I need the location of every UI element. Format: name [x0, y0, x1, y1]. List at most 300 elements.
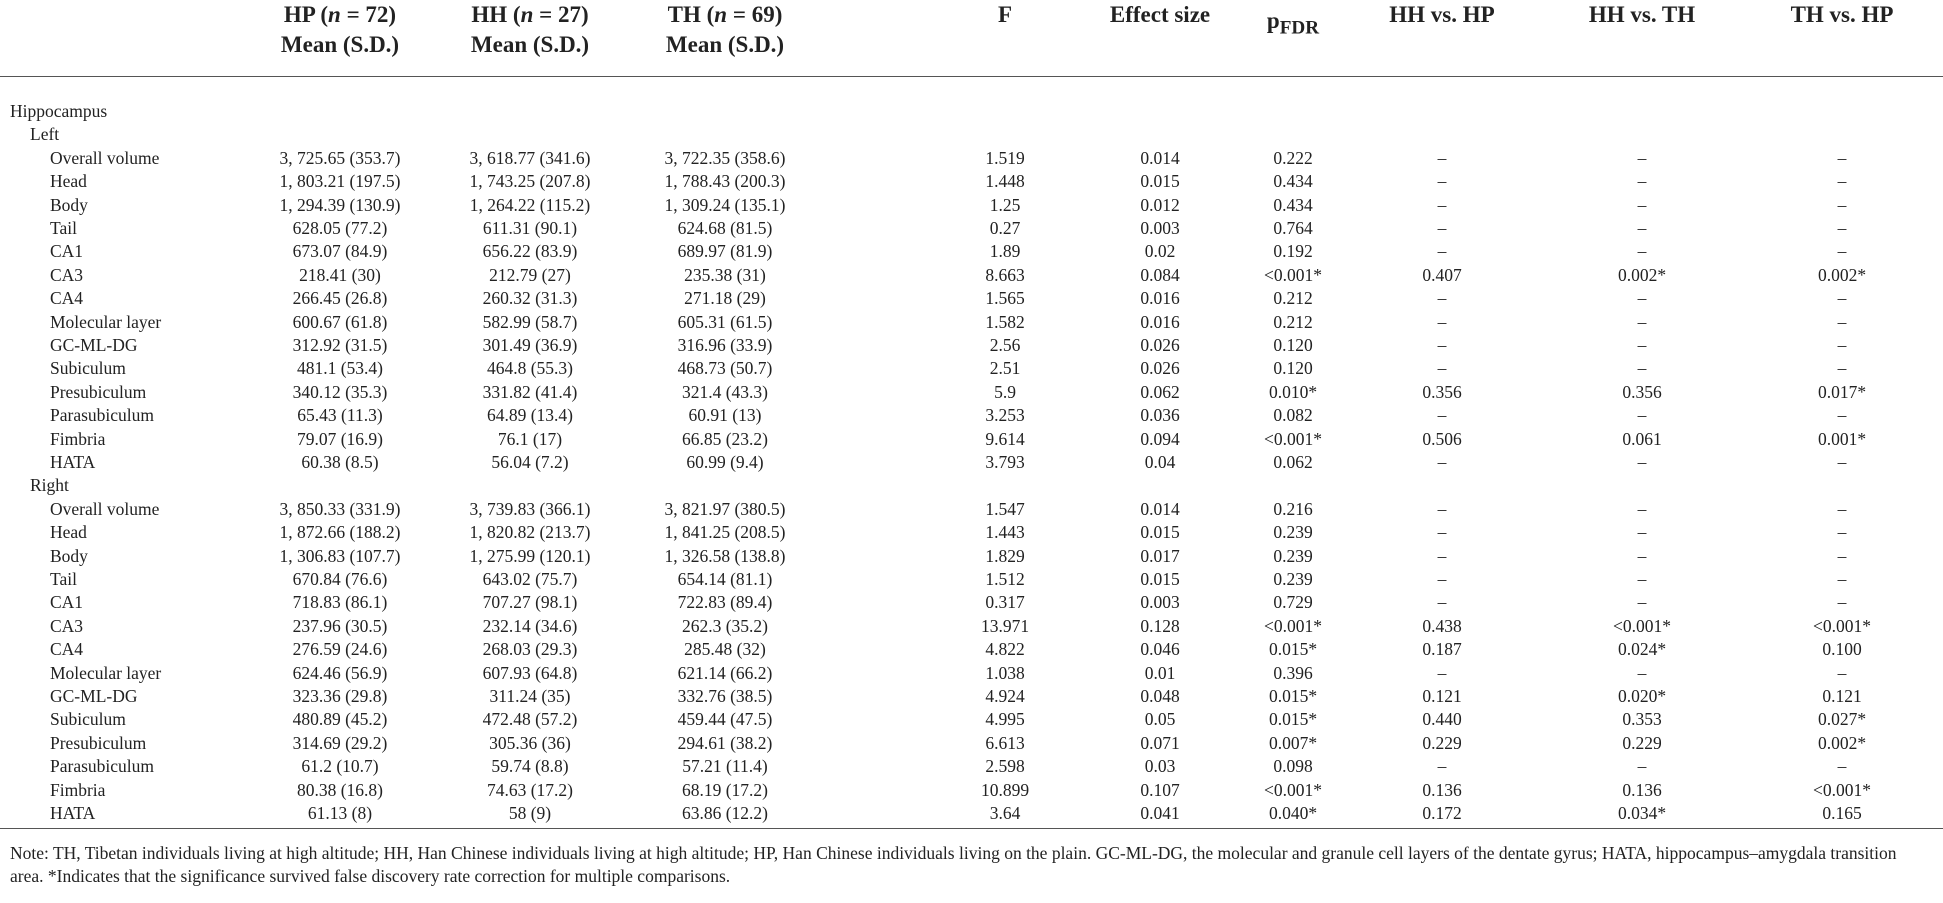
cell-p: 0.010* — [1268, 381, 1318, 402]
row-label: CA4 — [50, 288, 84, 309]
row-label: Overall volume — [50, 498, 160, 519]
row-label: GC-ML-DG — [50, 686, 138, 706]
header-hh-subtitle: Mean (S.D.) — [470, 32, 590, 57]
table-row — [0, 638, 1943, 661]
cell-hp: 79.07 (16.9) — [296, 428, 384, 449]
cell-th_hp: – — [1837, 241, 1847, 262]
cell-hh: 59.74 (8.8) — [491, 756, 569, 777]
cell-f: 1.519 — [985, 147, 1025, 168]
cell-th_hp: – — [1837, 218, 1847, 238]
cell-th: 468.73 (50.7) — [677, 358, 773, 379]
cell-hh_th: – — [1637, 756, 1647, 777]
cell-th: 722.83 (89.4) — [677, 592, 773, 613]
table-row — [0, 498, 1943, 521]
cell-th: 624.68 (81.5) — [677, 218, 773, 238]
cell-th_hp: 0.027* — [1817, 709, 1867, 730]
cell-hh_th: – — [1637, 662, 1647, 683]
cell-es: 0.094 — [1140, 428, 1180, 449]
cell-hh_th: 0.356 — [1622, 381, 1662, 402]
group-row — [0, 100, 1943, 123]
header-f — [965, 0, 1045, 30]
cell-th: 1, 841.25 (208.5) — [664, 522, 786, 543]
cell-th_hp: – — [1837, 545, 1847, 566]
header-hh_hp-title: HH vs. HP — [1389, 2, 1495, 27]
cell-hh_hp: – — [1437, 241, 1447, 262]
cell-p: 0.396 — [1273, 662, 1313, 683]
cell-f: 1.829 — [985, 545, 1025, 566]
cell-hh: 707.27 (98.1) — [482, 592, 578, 613]
cell-hp: 61.13 (8) — [307, 803, 373, 823]
cell-f: 1.25 — [989, 194, 1021, 215]
row-label: Hippocampus — [10, 101, 108, 121]
row-label: HATA — [50, 803, 96, 823]
cell-p: 0.222 — [1273, 147, 1313, 168]
cell-es: 0.071 — [1140, 732, 1180, 753]
cell-p: 0.192 — [1273, 241, 1313, 262]
cell-hh_hp: 0.407 — [1422, 264, 1462, 285]
cell-hh: 1, 275.99 (120.1) — [469, 545, 591, 566]
cell-hh_hp: 0.136 — [1422, 779, 1462, 800]
row-label: CA3 — [50, 264, 84, 285]
cell-es: 0.084 — [1140, 264, 1180, 285]
cell-hh: 268.03 (29.3) — [482, 639, 578, 660]
cell-p: 0.239 — [1273, 522, 1313, 543]
header-p — [1248, 6, 1338, 44]
cell-hh: 464.8 (55.3) — [486, 358, 574, 379]
cell-th: 321.4 (43.3) — [681, 381, 769, 402]
cell-p: 0.120 — [1273, 358, 1313, 379]
header-hp — [240, 0, 440, 60]
cell-th_hp: 0.121 — [1822, 686, 1862, 706]
cell-es: 0.036 — [1140, 405, 1180, 426]
cell-hp: 61.2 (10.7) — [301, 756, 379, 777]
cell-hh_hp: – — [1437, 218, 1447, 238]
row-label: GC-ML-DG — [50, 335, 138, 355]
cell-hp: 276.59 (24.6) — [292, 639, 388, 660]
row-label: CA1 — [50, 592, 84, 613]
row-label: Fimbria — [50, 428, 106, 449]
cell-f: 2.598 — [985, 756, 1025, 777]
table-row — [0, 264, 1943, 287]
cell-hh_hp: – — [1437, 498, 1447, 519]
cell-hp: 3, 725.65 (353.7) — [279, 147, 401, 168]
cell-p: 0.212 — [1273, 288, 1313, 309]
cell-hh_th: – — [1637, 358, 1647, 379]
cell-hh: 643.02 (75.7) — [482, 569, 578, 589]
header-hh-title: HH (n = 27) — [471, 2, 589, 27]
table-row — [0, 568, 1943, 591]
cell-es: 0.016 — [1140, 288, 1180, 309]
cell-th: 57.21 (11.4) — [682, 756, 768, 777]
cell-th_hp: – — [1837, 569, 1847, 589]
cell-th_hp: 0.001* — [1817, 428, 1867, 449]
cell-p: 0.216 — [1273, 498, 1313, 519]
header-hh_th — [1562, 0, 1722, 30]
header-f-title: F — [997, 2, 1013, 27]
cell-hh_hp: – — [1437, 405, 1447, 426]
cell-hh_hp: – — [1437, 522, 1447, 543]
cell-th_hp: <0.001* — [1813, 615, 1871, 636]
cell-hp: 1, 872.66 (188.2) — [279, 522, 401, 543]
cell-hh: 611.31 (90.1) — [482, 218, 578, 238]
cell-hh_th: 0.136 — [1622, 779, 1662, 800]
cell-hp: 323.36 (29.8) — [292, 686, 388, 706]
cell-es: 0.017 — [1140, 545, 1180, 566]
cell-es: 0.107 — [1140, 779, 1180, 800]
table-row — [0, 755, 1943, 778]
cell-f: 1.512 — [985, 569, 1025, 589]
cell-es: 0.04 — [1144, 452, 1176, 472]
cell-p: <0.001* — [1264, 428, 1322, 449]
cell-hh_hp: – — [1437, 756, 1447, 777]
cell-f: 0.317 — [985, 592, 1025, 613]
cell-p: <0.001* — [1264, 779, 1322, 800]
cell-hh_th: 0.020* — [1617, 686, 1667, 706]
cell-hh: 76.1 (17) — [497, 428, 563, 449]
cell-hh: 472.48 (57.2) — [482, 709, 578, 730]
cell-th: 66.85 (23.2) — [681, 428, 769, 449]
cell-th_hp: – — [1837, 405, 1847, 426]
table-row — [0, 287, 1943, 310]
cell-th: 621.14 (66.2) — [677, 662, 773, 683]
cell-th_hp: – — [1837, 756, 1847, 777]
cell-p: 0.082 — [1273, 405, 1313, 426]
cell-hh_hp: 0.356 — [1422, 381, 1462, 402]
cell-th_hp: <0.001* — [1813, 779, 1871, 800]
cell-th_hp: 0.002* — [1817, 264, 1867, 285]
cell-th: 459.44 (47.5) — [677, 709, 773, 730]
cell-hp: 1, 803.21 (197.5) — [279, 171, 401, 192]
cell-f: 1.443 — [985, 522, 1025, 543]
cell-th_hp: – — [1837, 147, 1847, 168]
cell-hh_th: – — [1637, 569, 1647, 589]
cell-es: 0.046 — [1140, 639, 1180, 660]
cell-hp: 218.41 (30) — [299, 264, 381, 285]
cell-hh: 3, 739.83 (366.1) — [469, 498, 591, 519]
table-row — [0, 194, 1943, 217]
cell-th: 60.99 (9.4) — [686, 452, 764, 472]
table-row — [0, 311, 1943, 334]
cell-hh_hp: 0.187 — [1422, 639, 1462, 660]
cell-f: 1.89 — [989, 241, 1021, 262]
cell-hh: 331.82 (41.4) — [482, 381, 578, 402]
cell-th_hp: 0.165 — [1822, 803, 1862, 823]
cell-hh_th: – — [1637, 218, 1647, 238]
cell-hh: 311.24 (35) — [489, 686, 571, 706]
cell-th_hp: – — [1837, 311, 1847, 332]
cell-th_hp: – — [1837, 498, 1847, 519]
cell-hh_hp: 0.121 — [1422, 686, 1462, 706]
cell-hh: 74.63 (17.2) — [486, 779, 574, 800]
cell-hh: 656.22 (83.9) — [482, 241, 578, 262]
header-th_hp — [1762, 0, 1922, 30]
header-th-title: TH (n = 69) — [667, 2, 783, 27]
cell-hp: 670.84 (76.6) — [292, 569, 388, 589]
cell-es: 0.003 — [1140, 218, 1180, 238]
cell-p: 0.015* — [1268, 709, 1318, 730]
cell-th: 1, 309.24 (135.1) — [664, 194, 786, 215]
table-row — [0, 217, 1943, 240]
cell-hh_th: – — [1637, 522, 1647, 543]
cell-p: 0.007* — [1268, 732, 1318, 753]
cell-hh_hp: – — [1437, 452, 1447, 472]
cell-es: 0.012 — [1140, 194, 1180, 215]
cell-f: 1.547 — [985, 498, 1025, 519]
cell-th_hp: – — [1837, 452, 1847, 472]
cell-hh_hp: 0.440 — [1422, 709, 1462, 730]
table-row — [0, 615, 1943, 638]
row-label: Overall volume — [50, 147, 160, 168]
cell-th: 294.61 (38.2) — [677, 732, 773, 753]
cell-th_hp: – — [1837, 335, 1847, 355]
cell-es: 0.062 — [1140, 381, 1180, 402]
cell-th: 605.31 (61.5) — [677, 311, 773, 332]
cell-p: 0.764 — [1273, 218, 1313, 238]
header-rule — [0, 76, 1943, 77]
cell-hh_th: – — [1637, 147, 1647, 168]
cell-hh: 3, 618.77 (341.6) — [469, 147, 591, 168]
header-hp-title: HP (n = 72) — [283, 2, 397, 27]
cell-hh: 1, 264.22 (115.2) — [469, 194, 591, 215]
cell-th_hp: – — [1837, 171, 1847, 192]
cell-hp: 60.38 (8.5) — [301, 452, 379, 472]
cell-p: <0.001* — [1264, 264, 1322, 285]
cell-hh: 58 (9) — [508, 803, 552, 823]
cell-hp: 237.96 (30.5) — [292, 615, 388, 636]
cell-th: 654.14 (81.1) — [677, 569, 773, 589]
cell-hh_hp: – — [1437, 545, 1447, 566]
cell-hh_th: – — [1637, 452, 1647, 472]
cell-f: 10.899 — [980, 779, 1030, 800]
cell-hh_th: 0.034* — [1617, 803, 1667, 823]
row-label: Subiculum — [50, 358, 126, 379]
cell-hh_hp: – — [1437, 335, 1447, 355]
cell-hh_hp: – — [1437, 194, 1447, 215]
table-row — [0, 240, 1943, 263]
table-row — [0, 334, 1943, 357]
cell-hh_th: <0.001* — [1613, 615, 1671, 636]
cell-th_hp: 0.002* — [1817, 732, 1867, 753]
cell-hp: 600.67 (61.8) — [292, 311, 388, 332]
cell-f: 4.924 — [985, 686, 1025, 706]
table-row — [0, 404, 1943, 427]
cell-p: 0.015* — [1268, 639, 1318, 660]
cell-f: 4.995 — [985, 709, 1025, 730]
row-label: Molecular layer — [50, 311, 162, 332]
cell-es: 0.015 — [1140, 522, 1180, 543]
row-label: Left — [30, 124, 60, 145]
header-hh_hp — [1362, 0, 1522, 30]
row-label: Tail — [50, 569, 77, 589]
row-label: Body — [50, 194, 88, 215]
row-label: Head — [50, 522, 87, 543]
cell-f: 6.613 — [985, 732, 1025, 753]
cell-hp: 628.05 (77.2) — [292, 218, 388, 238]
row-label: Subiculum — [50, 709, 126, 730]
cell-th: 689.97 (81.9) — [677, 241, 773, 262]
cell-es: 0.015 — [1140, 171, 1180, 192]
cell-hh: 301.49 (36.9) — [482, 335, 578, 355]
row-label: CA4 — [50, 639, 84, 660]
header-hp-subtitle: Mean (S.D.) — [280, 32, 400, 57]
row-label: Molecular layer — [50, 662, 162, 683]
table-row — [0, 708, 1943, 731]
cell-hh_hp: – — [1437, 569, 1447, 589]
table-row — [0, 381, 1943, 404]
header-th — [625, 0, 825, 60]
cell-th: 1, 788.43 (200.3) — [664, 171, 786, 192]
footer-rule — [0, 828, 1943, 829]
cell-th_hp: – — [1837, 358, 1847, 379]
row-label: Parasubiculum — [50, 405, 155, 426]
cell-hh: 582.99 (58.7) — [482, 311, 578, 332]
cell-th: 3, 821.97 (380.5) — [664, 498, 786, 519]
cell-hh_th: – — [1637, 592, 1647, 613]
cell-hp: 718.83 (86.1) — [292, 592, 388, 613]
cell-es: 0.003 — [1140, 592, 1180, 613]
table-row — [0, 591, 1943, 614]
cell-hp: 1, 294.39 (130.9) — [279, 194, 401, 215]
cell-th: 1, 326.58 (138.8) — [664, 545, 786, 566]
cell-hh_hp: 0.229 — [1422, 732, 1462, 753]
cell-hh_th: – — [1637, 405, 1647, 426]
cell-es: 0.026 — [1140, 358, 1180, 379]
cell-th_hp: 0.100 — [1822, 639, 1862, 660]
cell-th: 60.91 (13) — [688, 405, 762, 426]
cell-th: 332.76 (38.5) — [677, 686, 773, 706]
cell-hh_hp: – — [1437, 311, 1447, 332]
cell-hh_th: – — [1637, 311, 1647, 332]
row-label: Parasubiculum — [50, 756, 155, 777]
table-row — [0, 357, 1943, 380]
row-label: Tail — [50, 218, 77, 238]
table-row — [0, 685, 1943, 708]
cell-hh_th: 0.061 — [1622, 428, 1662, 449]
cell-th: 235.38 (31) — [684, 264, 766, 285]
table-row — [0, 802, 1943, 825]
cell-p: 0.729 — [1273, 592, 1313, 613]
cell-f: 2.51 — [989, 358, 1021, 379]
table-row — [0, 732, 1943, 755]
cell-hh: 64.89 (13.4) — [486, 405, 574, 426]
cell-p: <0.001* — [1264, 615, 1322, 636]
header-th-subtitle: Mean (S.D.) — [665, 32, 785, 57]
cell-p: 0.040* — [1268, 803, 1318, 823]
header-hh_th-title: HH vs. TH — [1588, 2, 1696, 27]
cell-f: 2.56 — [989, 335, 1021, 355]
cell-hh_th: 0.229 — [1622, 732, 1662, 753]
table-row — [0, 521, 1943, 544]
row-label: CA3 — [50, 615, 84, 636]
cell-es: 0.05 — [1144, 709, 1176, 730]
cell-es: 0.014 — [1140, 147, 1180, 168]
cell-hp: 266.45 (26.8) — [292, 288, 388, 309]
cell-es: 0.015 — [1140, 569, 1180, 589]
cell-f: 1.565 — [985, 288, 1025, 309]
cell-es: 0.014 — [1140, 498, 1180, 519]
table-row — [0, 147, 1943, 170]
cell-hh_hp: – — [1437, 358, 1447, 379]
cell-th_hp: – — [1837, 662, 1847, 683]
cell-hp: 480.89 (45.2) — [292, 709, 388, 730]
cell-hh: 56.04 (7.2) — [491, 452, 569, 472]
cell-th: 68.19 (17.2) — [681, 779, 769, 800]
cell-th_hp: – — [1837, 592, 1847, 613]
cell-hh_th: – — [1637, 498, 1647, 519]
table-note: Note: TH, Tibetan individuals living at high altitude; HH, Han Chinese individuals living at high altitude; HP, Han Chinese individuals living on the plain. GC-ML-DG, the molecular and granule cell layers of the dentate gyrus; HATA, hippocampus–amygdala transition area. *Indicates that the significance survived false discovery rate correction for multiple comparisons. — [10, 843, 1897, 886]
table-row — [0, 779, 1943, 802]
cell-p: 0.212 — [1273, 311, 1313, 332]
cell-hp: 3, 850.33 (331.9) — [279, 498, 401, 519]
header-es — [1090, 0, 1230, 30]
cell-hh: 1, 743.25 (207.8) — [469, 171, 591, 192]
cell-p: 0.098 — [1273, 756, 1313, 777]
section-row — [0, 474, 1943, 497]
cell-hh_th: – — [1637, 545, 1647, 566]
cell-th: 3, 722.35 (358.6) — [664, 147, 786, 168]
cell-th: 262.3 (35.2) — [681, 615, 769, 636]
cell-f: 4.822 — [985, 639, 1025, 660]
cell-hh: 212.79 (27) — [489, 264, 571, 285]
cell-hh_th: 0.024* — [1617, 639, 1667, 660]
cell-f: 1.448 — [985, 171, 1025, 192]
cell-th_hp: – — [1837, 194, 1847, 215]
cell-th_hp: – — [1837, 288, 1847, 309]
cell-hh_hp: 0.506 — [1422, 428, 1462, 449]
cell-th_hp: 0.017* — [1817, 381, 1867, 402]
cell-f: 1.038 — [985, 662, 1025, 683]
cell-es: 0.026 — [1140, 335, 1180, 355]
cell-p: 0.062 — [1273, 452, 1313, 472]
cell-es: 0.01 — [1144, 662, 1176, 683]
section-row — [0, 123, 1943, 146]
header-hh — [430, 0, 630, 60]
cell-hh_th: – — [1637, 241, 1647, 262]
cell-hh_hp: 0.172 — [1422, 803, 1462, 823]
cell-f: 3.793 — [985, 452, 1025, 472]
cell-th: 285.48 (32) — [684, 639, 766, 660]
header-es-title: Effect size — [1109, 2, 1211, 27]
row-label: Right — [30, 475, 69, 496]
header-p-title: $p_{FDR}$ — [1266, 8, 1320, 39]
cell-hp: 1, 306.83 (107.7) — [279, 545, 401, 566]
cell-hp: 624.46 (56.9) — [292, 662, 388, 683]
cell-p: 0.239 — [1273, 545, 1313, 566]
cell-hh_hp: 0.438 — [1422, 615, 1462, 636]
row-label: Body — [50, 545, 88, 566]
row-label: CA1 — [50, 241, 84, 262]
row-label: Head — [50, 171, 87, 192]
cell-hh_hp: – — [1437, 288, 1447, 309]
cell-th: 316.96 (33.9) — [677, 335, 773, 355]
cell-f: 9.614 — [985, 428, 1025, 449]
cell-hh: 607.93 (64.8) — [482, 662, 578, 683]
cell-hh_hp: – — [1437, 147, 1447, 168]
cell-es: 0.048 — [1140, 686, 1180, 706]
cell-f: 5.9 — [994, 381, 1016, 402]
cell-hh_th: – — [1637, 335, 1647, 355]
cell-hp: 481.1 (53.4) — [296, 358, 384, 379]
cell-hp: 314.69 (29.2) — [292, 732, 388, 753]
row-label: Presubiculum — [50, 732, 147, 753]
cell-hh_hp: – — [1437, 592, 1447, 613]
cell-p: 0.434 — [1273, 194, 1313, 215]
cell-f: 8.663 — [985, 264, 1025, 285]
cell-f: 13.971 — [980, 615, 1030, 636]
cell-es: 0.128 — [1140, 615, 1180, 636]
cell-p: 0.434 — [1273, 171, 1313, 192]
cell-hh_th: – — [1637, 171, 1647, 192]
